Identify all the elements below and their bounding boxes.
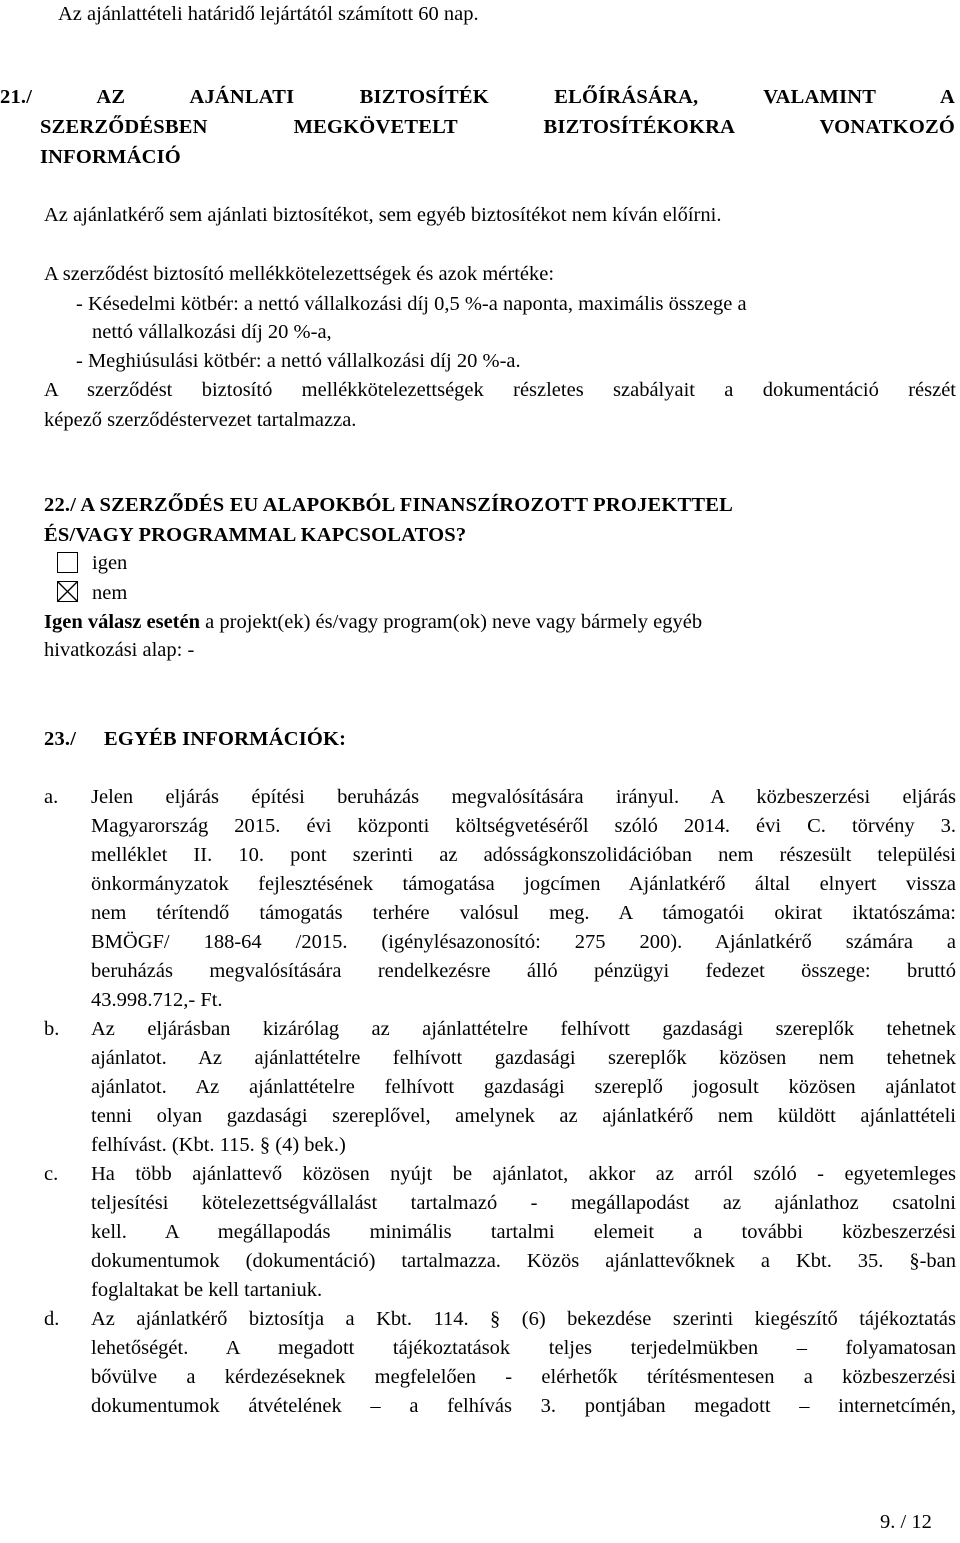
item-d-line: lehetőségét. A megadott tájékoztatások teljes terjedelmükben – folyamatosan: [91, 1337, 956, 1359]
answer-bold: Igen válasz esetén: [44, 611, 201, 633]
section-21-paragraph-3-line2: képező szerződéstervezet tartalmazza.: [44, 409, 357, 431]
option-yes-label: igen: [92, 552, 128, 574]
section-21-paragraph-3-line1: A szerződést biztosító mellékkötelezettségek részletes szabályait a dokumentáció részét: [44, 379, 956, 401]
option-no-label: nem: [92, 582, 128, 604]
option-no-checkbox[interactable]: [57, 581, 78, 602]
section-22-title-line1: 22./ A SZERZŐDÉS EU ALAPOKBÓL FINANSZÍROZOTT PROJEKTTEL: [44, 494, 734, 516]
section-21-paragraph-1: Az ajánlatkérő sem ajánlati biztosítékot, sem egyéb biztosítékot nem kíván előírni.: [44, 204, 722, 226]
section-21-paragraph-2: A szerződést biztosító mellékkötelezettségek és azok mértéke:: [44, 263, 555, 285]
header-line: Az ajánlattételi határidő lejártától számított 60 nap.: [58, 3, 479, 25]
item-d-line: dokumentumok átvételének – a felhívás 3. pontjában megadott – internetcímén,: [91, 1395, 956, 1417]
option-yes-checkbox[interactable]: [57, 552, 78, 573]
answer-rest: a projekt(ek) és/vagy program(ok) neve vagy bármely egyéb: [200, 611, 703, 633]
item-b-line: ajánlatot. Az ajánlattételre felhívott gazdasági szereplők közösen nem tehetnek: [91, 1047, 956, 1069]
item-b-line: tenni olyan gazdasági szereplővel, amelynek az ajánlatkérő nem küldött ajánlattételi: [91, 1105, 956, 1127]
section-23-number: 23./: [44, 728, 77, 750]
item-a-line: melléklet II. 10. pont szerinti az adósságkonszolidációban nem részesült települési: [91, 844, 956, 866]
item-a-line: 43.998.712,- Ft.: [91, 989, 223, 1011]
item-d-line: bővülve a kérdezéseknek megfelelően - elérhetők térítésmentesen a közbeszerzési: [91, 1366, 956, 1388]
item-c-line: Ha több ajánlattevő közösen nyújt be ajánlatot, akkor az arról szóló - egyetemleges: [91, 1163, 956, 1185]
item-c-line: kell. A megállapodás minimális tartalmi elemeit a további közbeszerzési: [91, 1221, 956, 1243]
section-23-title: EGYÉB INFORMÁCIÓK:: [104, 728, 347, 750]
item-c-marker: c.: [44, 1163, 59, 1185]
item-a-marker: a.: [44, 786, 59, 808]
item-d-marker: d.: [44, 1308, 60, 1330]
item-a-line: Magyarország 2015. évi központi költségvetéséről szóló 2014. évi C. törvény 3.: [91, 815, 956, 837]
item-c-line: dokumentumok (dokumentáció) tartalmazza. Közös ajánlattevőknek a Kbt. 35. §-ban: [91, 1250, 956, 1272]
section-21-title-line2: SZERZŐDÉSBEN MEGKÖVETELT BIZTOSÍTÉKOKRA VONATKOZÓ: [40, 116, 955, 138]
item-a-line: beruházás megvalósítására rendelkezésre álló pénzügyi fedezet összege: bruttó: [91, 960, 956, 982]
section-22-answer-line1: [44, 612, 702, 633]
item-b-line: Az eljárásban kizárólag az ajánlattételre felhívott gazdasági szereplők tehetnek: [91, 1018, 956, 1040]
item-a-line: nem térítendő támogatás terhére valósul meg. A támogatói okirat iktatószáma:: [91, 902, 956, 924]
section-21-title-line3: INFORMÁCIÓ: [40, 146, 181, 168]
item-b-line: felhívást. (Kbt. 115. § (4) bek.): [91, 1134, 346, 1156]
bullet-kesedelmi-line2: nettó vállalkozási díj 20 %-a,: [92, 321, 332, 343]
bullet-kesedelmi-line1: - Késedelmi kötbér: a nettó vállalkozási díj 0,5 %-a naponta, maximális összege a: [76, 293, 747, 315]
section-22-title-line2: ÉS/VAGY PROGRAMMAL KAPCSOLATOS?: [44, 524, 467, 546]
item-b-line: ajánlatot. Az ajánlattételre felhívott gazdasági szereplő jogosult közösen ajánlatot: [91, 1076, 956, 1098]
section-21-title-line1: 21./ AZ AJÁNLATI BIZTOSÍTÉK ELŐÍRÁSÁRA, VALAMINT A: [0, 86, 955, 108]
item-a-line: Jelen eljárás építési beruházás megvalósítására irányul. A közbeszerzési eljárás: [91, 786, 956, 808]
checkmark-x-icon: [58, 582, 77, 601]
item-b-marker: b.: [44, 1018, 60, 1040]
item-c-line: teljesítési kötelezettségvállalást tartalmazó - megállapodást az ajánlathoz csatolni: [91, 1192, 956, 1214]
item-a-line: BMÖGF/ 188-64 /2015. (igénylésazonosító: 275 200). Ajánlatkérő számára a: [91, 931, 956, 953]
section-22-answer-line2: hivatkozási alap: -: [44, 639, 195, 661]
bullet-meghiusulasi: - Meghiúsulási kötbér: a nettó vállalkozási díj 20 %-a.: [76, 350, 521, 372]
item-c-line: foglaltakat be kell tartaniuk.: [91, 1279, 323, 1301]
item-d-line: Az ajánlatkérő biztosítja a Kbt. 114. § (6) bekezdése szerinti kiegészítő tájékoztatás: [91, 1308, 956, 1330]
page-number: 9. / 12: [880, 1511, 932, 1533]
item-a-line: önkormányzatok fejlesztésének támogatása jogcímen Ajánlatkérő által elnyert vissza: [91, 873, 956, 895]
